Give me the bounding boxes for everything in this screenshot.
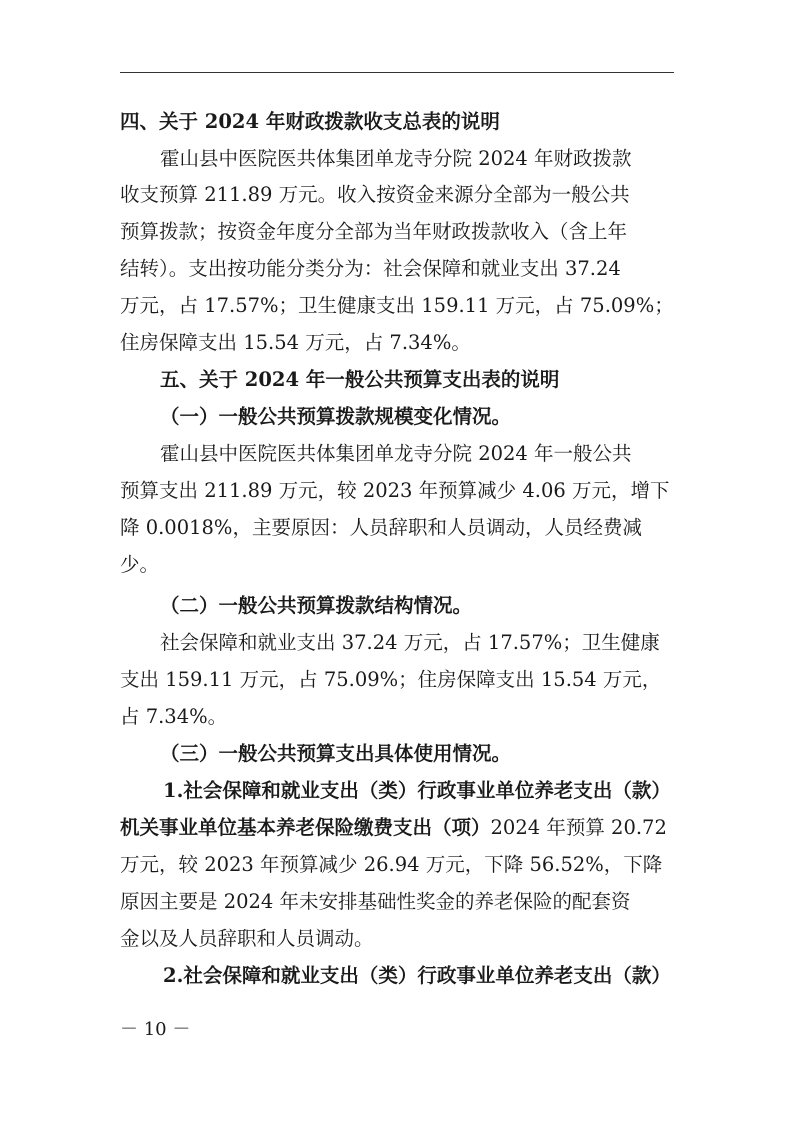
paragraph-line: 住房保障支出 15.54 万元，占 7.34%。 <box>120 331 471 354</box>
paragraph-line: 金以及人员辞职和人员调动。 <box>120 927 374 950</box>
paragraph-line: 支出 159.11 万元，占 75.09%；住房保障支出 15.54 万元， <box>120 668 662 691</box>
section-heading-4: 四、关于 2024 年财政拨款收支总表的说明 <box>120 110 500 133</box>
paragraph-line: 占 7.34%。 <box>120 705 228 728</box>
item-1-budget: 2024 年预算 20.72 <box>490 816 667 839</box>
paragraph-line: 万元，较 2023 年预算减少 26.94 万元，下降 56.52%，下降 <box>120 853 663 876</box>
paragraph-line: 收支预算 211.89 万元。收入按资金来源分全部为一般公共 <box>120 183 630 206</box>
subheading-3: （三）一般公共预算支出具体使用情况。 <box>160 742 512 765</box>
paragraph-line: 霍山县中医院医共体集团单龙寺分院 2024 年财政拨款 <box>160 147 632 170</box>
paragraph-line: 降 0.0018%，主要原因：人员辞职和人员调动，人员经费减 <box>120 516 642 539</box>
paragraph-line: 霍山县中医院医共体集团单龙寺分院 2024 年一般公共 <box>160 442 632 465</box>
header-rule <box>120 72 674 73</box>
subheading-1: （一）一般公共预算拨款规模变化情况。 <box>160 405 512 428</box>
item-1-title: 1.社会保障和就业支出（类）行政事业单位养老支出（款） <box>163 779 671 802</box>
section-heading-5: 五、关于 2024 年一般公共预算支出表的说明 <box>160 368 560 391</box>
paragraph-line: 预算支出 211.89 万元，较 2023 年预算减少 4.06 万元，增下 <box>120 479 670 502</box>
paragraph-line: 原因主要是 2024 年未安排基础性奖金的养老保险的配套资 <box>120 890 631 913</box>
subheading-2: （二）一般公共预算拨款结构情况。 <box>160 594 473 617</box>
page-number: － 10 － <box>120 1019 191 1040</box>
paragraph-line: 社会保障和就业支出 37.24 万元，占 17.57%；卫生健康 <box>160 631 660 654</box>
item-2-title: 2.社会保障和就业支出（类）行政事业单位养老支出（款） <box>163 964 671 987</box>
item-1-line-2 <box>120 816 680 840</box>
paragraph-line: 结转）。支出按功能分类分为：社会保障和就业支出 37.24 <box>120 257 621 280</box>
paragraph-line: 预算拨款；按资金年度分全部为当年财政拨款收入（含上年 <box>120 220 628 243</box>
item-1-subcategory: 机关事业单位基本养老保险缴费支出（项） <box>120 816 491 839</box>
paragraph-line: 万元，占 17.57%；卫生健康支出 159.11 万元，占 75.09%； <box>120 294 674 317</box>
paragraph-line: 少。 <box>120 553 160 576</box>
